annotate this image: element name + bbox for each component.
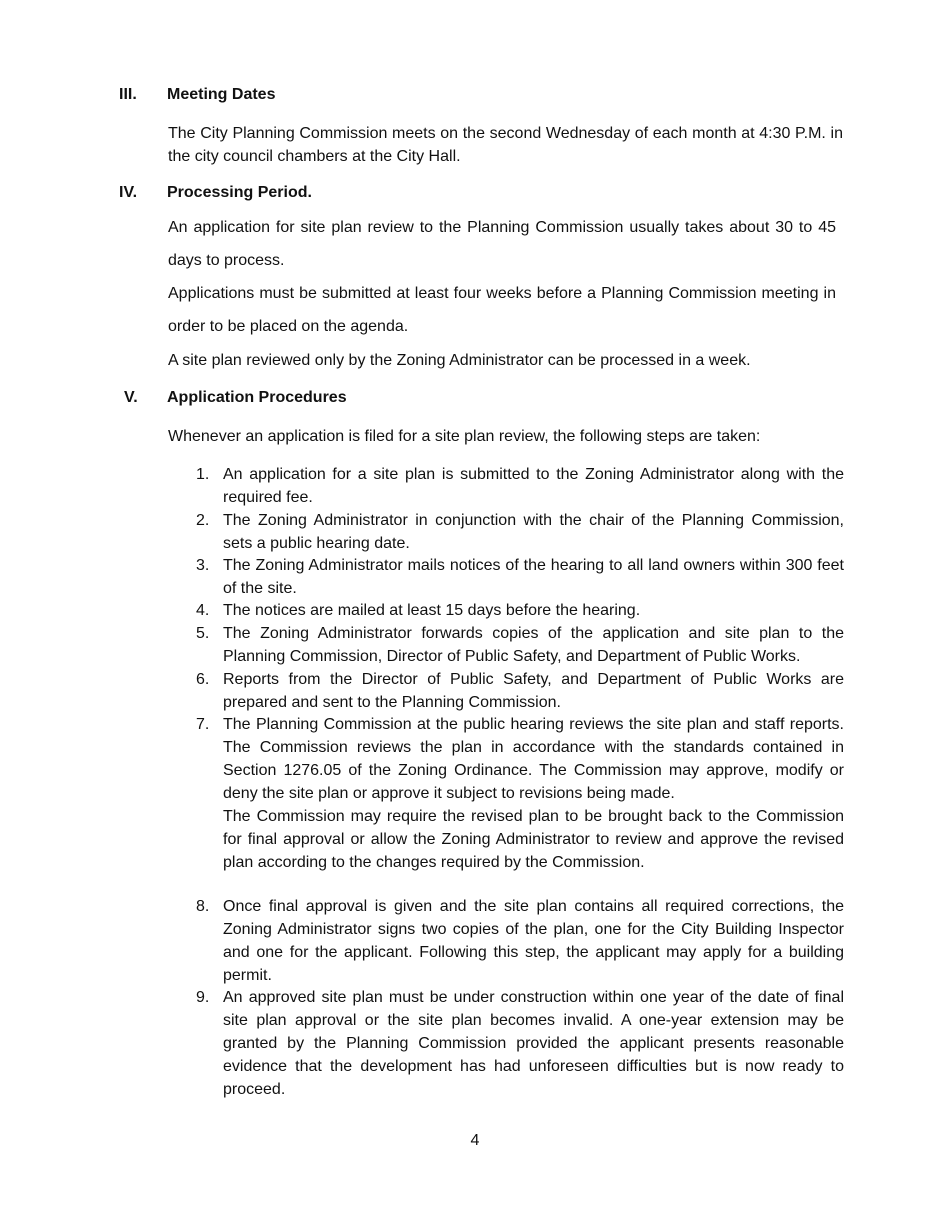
section-number: V. xyxy=(124,389,138,406)
step-text-block xyxy=(223,713,844,874)
list-item xyxy=(196,986,844,1101)
step-number: 5. xyxy=(196,625,210,642)
processing-period-paragraph: An application for site plan review to the Planning Commission usually takes about 30 to 45 days to process. xyxy=(168,219,836,269)
page-number: 4 xyxy=(470,1132,480,1149)
procedures-intro: Whenever an application is filed for a site plan review, the following steps are taken: xyxy=(168,428,761,445)
step-text: An approved site plan must be under construction within one year of the date of final site plan approval or the site plan becomes invalid. A one-year extension may be granted by the Planning Commission provided the applicant presents reasonable evidence that the development has had unforeseen difficulties but is now ready to proceed. xyxy=(223,989,844,1098)
section-number: IV. xyxy=(119,184,138,201)
section-number: III. xyxy=(119,86,137,103)
section-heading-application-procedures xyxy=(124,389,347,407)
list-item xyxy=(196,713,844,874)
meeting-dates-paragraph: The City Planning Commission meets on the second Wednesday of each month at 4:30 P.M. in the city council chambers at the City Hall. xyxy=(168,125,843,165)
submission-deadline-paragraph: Applications must be submitted at least four weeks before a Planning Commission meeting in order to be placed on the agenda. xyxy=(168,285,836,335)
step-text-continued: The Commission may require the revised plan to be brought back to the Commission for final approval or allow the Zoning Administrator to review and approve the revised plan according to the changes required by the Commission. xyxy=(223,808,844,871)
section-heading-meeting-dates xyxy=(119,86,275,104)
list-item xyxy=(196,509,844,555)
list-item xyxy=(196,622,844,668)
step-text: Reports from the Director of Public Safety, and Department of Public Works are prepared and sent to the Planning Commission. xyxy=(223,671,844,711)
list-item xyxy=(196,463,844,509)
step-number: 9. xyxy=(196,989,210,1006)
step-number: 8. xyxy=(196,898,210,915)
step-number: 7. xyxy=(196,716,210,733)
step-number: 2. xyxy=(196,512,210,529)
step-number: 3. xyxy=(196,557,210,574)
section-heading-processing-period xyxy=(119,184,312,202)
step-text: The Zoning Administrator mails notices of the hearing to all land owners within 300 feet of the site. xyxy=(223,557,844,597)
section-title: Processing Period. xyxy=(167,184,312,201)
step-text: The notices are mailed at least 15 days before the hearing. xyxy=(223,602,641,619)
step-number: 1. xyxy=(196,466,210,483)
step-number: 6. xyxy=(196,671,210,688)
section-title: Meeting Dates xyxy=(167,86,276,103)
step-text: Once final approval is given and the site plan contains all required corrections, the Zoning Administrator signs two copies of the plan, one for the City Building Inspector and one for the applicant. Following this step, the applicant may apply for a building permit. xyxy=(223,898,844,984)
step-text: The Zoning Administrator forwards copies of the application and site plan to the Planning Commission, Director of Public Safety, and Department of Public Works. xyxy=(223,625,844,665)
section-title: Application Procedures xyxy=(167,389,347,406)
zoning-review-paragraph: A site plan reviewed only by the Zoning Administrator can be processed in a week. xyxy=(168,352,751,369)
step-number: 4. xyxy=(196,602,210,619)
list-item xyxy=(196,668,844,714)
step-text: The Zoning Administrator in conjunction with the chair of the Planning Commission, sets a public hearing date. xyxy=(223,512,844,552)
list-item xyxy=(196,895,844,987)
step-text: An application for a site plan is submitted to the Zoning Administrator along with the required fee. xyxy=(223,466,844,506)
list-item xyxy=(196,599,844,622)
list-item xyxy=(196,554,844,600)
step-text: The Planning Commission at the public hearing reviews the site plan and staff reports. The Commission reviews the plan in accordance with the standards contained in Section 1276.05 of the Zoning Ordinance. The Commission may approve, modify or deny the site plan or approve it subject to revisions being made. xyxy=(223,716,844,802)
